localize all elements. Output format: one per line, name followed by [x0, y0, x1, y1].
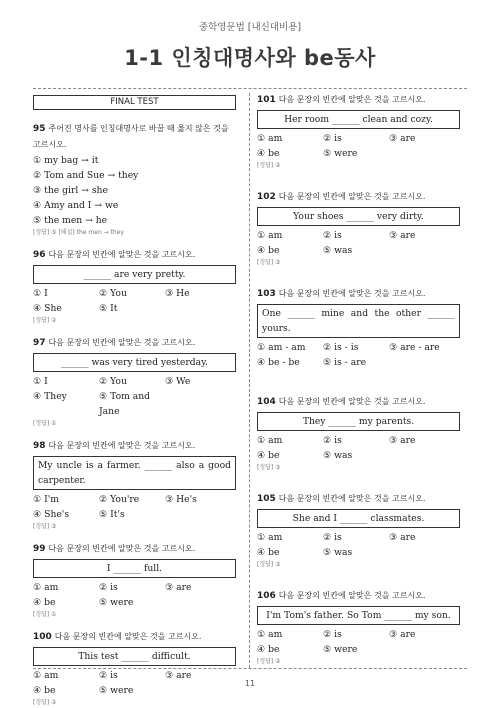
question-prompt: [33, 335, 236, 351]
option[interactable]: ① my bag → it: [33, 155, 99, 166]
option[interactable]: ④ be: [257, 245, 280, 256]
question-prompt: [33, 541, 236, 557]
question-97: [33, 335, 236, 429]
sentence-box: My uncle is a farmer. ______ also a good carpenter.: [33, 456, 236, 490]
option[interactable]: ⑤ Tom and Jane: [99, 391, 151, 417]
option-grid: [257, 433, 460, 463]
chapter-title: 1-1 인칭대명사와 be동사: [124, 46, 376, 70]
question-96: [33, 247, 236, 326]
option[interactable]: ① I: [33, 288, 48, 299]
option-grid: [257, 340, 460, 370]
question-prompt: [257, 394, 460, 410]
option[interactable]: ② is: [99, 582, 118, 593]
question-101: [257, 92, 460, 171]
question-number: 96: [33, 250, 46, 260]
option[interactable]: ① I: [33, 376, 48, 387]
question-106: [257, 588, 460, 667]
question-text: 다음 문장의 빈칸에 알맞은 것을 고르시오.: [54, 632, 202, 641]
option[interactable]: ② is: [323, 532, 342, 543]
option[interactable]: ③ are: [389, 629, 416, 640]
question-prompt: [33, 629, 236, 645]
sentence-box: Your shoes ______ very dirty.: [257, 207, 460, 226]
option[interactable]: ④ be: [257, 547, 280, 558]
option[interactable]: ④ Amy and I → we: [33, 200, 119, 211]
sentence-box: Her room ______ clean and cozy.: [257, 110, 460, 129]
option[interactable]: ③ are: [389, 435, 416, 446]
question-prompt: [33, 121, 236, 153]
option[interactable]: ④ be: [257, 450, 280, 461]
question-number: 104: [257, 397, 276, 407]
option[interactable]: ③ He: [165, 288, 190, 299]
option[interactable]: ④ be - be: [257, 357, 300, 368]
option[interactable]: ③ are: [389, 133, 416, 144]
option-grid: [33, 580, 236, 610]
answer-note: [정답] ①: [33, 420, 57, 427]
sentence-box: ______ was very tired yesterday.: [33, 353, 236, 372]
left-column: [33, 92, 236, 708]
question-99: [33, 541, 236, 620]
option[interactable]: ③ are - are: [389, 342, 440, 353]
question-text: 다음 문장의 빈칸에 알맞은 것을 고르시오.: [48, 441, 196, 450]
option[interactable]: ② You: [99, 288, 127, 299]
option[interactable]: ② is - is: [323, 342, 359, 353]
option[interactable]: ③ are: [165, 582, 192, 593]
question-104: [257, 394, 460, 473]
option[interactable]: ⑤ were: [99, 597, 134, 608]
question-number: 97: [33, 338, 46, 348]
option[interactable]: ⑤ were: [323, 644, 358, 655]
question-103: [257, 286, 460, 370]
option[interactable]: ② is: [323, 629, 342, 640]
top-divider: [33, 88, 467, 89]
sentence-box: This test ______ difficult.: [33, 647, 236, 666]
option[interactable]: ③ are: [389, 532, 416, 543]
answer-note: [정답] ②: [257, 162, 281, 169]
option[interactable]: ④ She: [33, 303, 62, 314]
option[interactable]: ③ are: [389, 230, 416, 241]
option[interactable]: ① am: [33, 670, 59, 681]
option[interactable]: ① am: [33, 582, 59, 593]
final-test-banner: FINAL TEST: [33, 95, 236, 110]
option[interactable]: ⑤ were: [99, 685, 134, 696]
question-prompt: [33, 247, 236, 263]
option[interactable]: ③ the girl → she: [33, 185, 108, 196]
option[interactable]: ② Tom and Sue → they: [33, 170, 139, 181]
question-100: [33, 629, 236, 708]
option[interactable]: ① am: [257, 230, 283, 241]
option[interactable]: ③ He's: [165, 494, 197, 505]
option[interactable]: ⑤ the men → he: [33, 215, 108, 226]
option[interactable]: ③ are: [165, 670, 192, 681]
question-text: 다음 문장의 빈칸에 알맞은 것을 고르시오.: [278, 397, 426, 406]
option[interactable]: ④ be: [33, 685, 56, 696]
question-text: 다음 문장의 빈칸에 알맞은 것을 고르시오.: [278, 95, 426, 104]
question-text: 다음 문장의 빈칸에 알맞은 것을 고르시오.: [48, 338, 196, 347]
option-grid: [257, 131, 460, 161]
question-number: 98: [33, 441, 46, 451]
answer-note: [정답] ②: [33, 317, 57, 324]
option[interactable]: ③ We: [165, 376, 191, 387]
sentence-box: I ______ full.: [33, 559, 236, 578]
question-text: 다음 문장의 빈칸에 알맞은 것을 고르시오.: [48, 250, 196, 259]
option-grid: [33, 374, 236, 419]
option[interactable]: ② is: [323, 230, 342, 241]
question-prompt: [33, 438, 236, 454]
option[interactable]: ① am: [257, 133, 283, 144]
question-text: 다음 문장의 빈칸에 알맞은 것을 고르시오.: [278, 494, 426, 503]
book-subtitle: 중학영문법 [내신대비용]: [198, 22, 302, 33]
question-number: 106: [257, 591, 276, 601]
option[interactable]: ④ be: [33, 597, 56, 608]
option-grid: [33, 492, 236, 522]
question-95: [33, 121, 236, 238]
question-number: 100: [33, 632, 52, 642]
question-prompt: [257, 491, 460, 507]
question-text: 주어진 명사를 인칭대명사로 바꿀 때 옳지 않은 것을 고르시오.: [33, 124, 229, 149]
option-list: [33, 153, 236, 228]
right-column: [257, 92, 460, 667]
option[interactable]: ② You're: [99, 494, 140, 505]
answer-note: [정답] ①: [33, 611, 57, 618]
option[interactable]: ⑤ was: [323, 547, 353, 558]
question-text: 다음 문장의 빈칸에 알맞은 것을 고르시오.: [48, 544, 196, 553]
option[interactable]: ⑤ is - are: [323, 357, 367, 368]
option-grid: [257, 530, 460, 560]
option[interactable]: ② is: [323, 133, 342, 144]
option[interactable]: ① am - am: [257, 342, 306, 353]
option-grid: [33, 286, 236, 316]
sentence-box: They ______ my parents.: [257, 412, 460, 431]
answer-note: [정답] ⑤ [해설] the men → they: [33, 229, 124, 236]
option-grid: [257, 228, 460, 258]
option[interactable]: ⑤ was: [323, 245, 353, 256]
answer-note: [정답] ③: [257, 561, 281, 568]
page-number: 11: [244, 679, 256, 688]
option[interactable]: ① I'm: [33, 494, 60, 505]
option[interactable]: ② is: [99, 670, 118, 681]
option[interactable]: ① am: [257, 435, 283, 446]
option-grid: [257, 627, 460, 657]
question-prompt: [257, 286, 460, 302]
answer-note: [정답] ③: [257, 259, 281, 266]
answer-note: [정답] ③: [33, 523, 57, 530]
option[interactable]: ② You: [99, 376, 127, 387]
option[interactable]: ④ be: [257, 148, 280, 159]
option[interactable]: ⑤ were: [323, 148, 358, 159]
sentence-box: ______ are very pretty.: [33, 265, 236, 284]
question-prompt: [257, 588, 460, 604]
question-102: [257, 189, 460, 268]
question-text: 다음 문장의 빈칸에 알맞은 것을 고르시오.: [278, 289, 426, 298]
option[interactable]: ④ be: [257, 644, 280, 655]
answer-note: [정답] ②: [257, 658, 281, 665]
option[interactable]: ⑤ It: [99, 303, 118, 314]
question-number: 95: [33, 124, 46, 134]
question-number: 99: [33, 544, 46, 554]
column-divider: [249, 93, 250, 668]
option[interactable]: ⑤ It's: [99, 509, 125, 520]
option[interactable]: ⑤ was: [323, 450, 353, 461]
answer-note: [정답] ③: [257, 464, 281, 471]
answer-note: [정답] ②: [33, 699, 57, 706]
sentence-box: I'm Tom's father. So Tom ______ my son.: [257, 606, 460, 625]
question-number: 105: [257, 494, 276, 504]
sentence-box: One ______ mine and the other ______ yours.: [257, 304, 460, 338]
option[interactable]: ① am: [257, 532, 283, 543]
question-text: 다음 문장의 빈칸에 알맞은 것을 고르시오.: [278, 591, 426, 600]
question-105: [257, 491, 460, 570]
option[interactable]: ① am: [257, 629, 283, 640]
option[interactable]: ② is: [323, 435, 342, 446]
sentence-box: She and I ______ classmates.: [257, 509, 460, 528]
question-number: 101: [257, 95, 276, 105]
question-98: [33, 438, 236, 532]
question-number: 103: [257, 289, 276, 299]
question-prompt: [257, 189, 460, 205]
option[interactable]: ④ She's: [33, 509, 70, 520]
question-number: 102: [257, 192, 276, 202]
question-text: 다음 문장의 빈칸에 알맞은 것을 고르시오.: [278, 192, 426, 201]
question-prompt: [257, 92, 460, 108]
option[interactable]: ④ They: [33, 391, 67, 402]
